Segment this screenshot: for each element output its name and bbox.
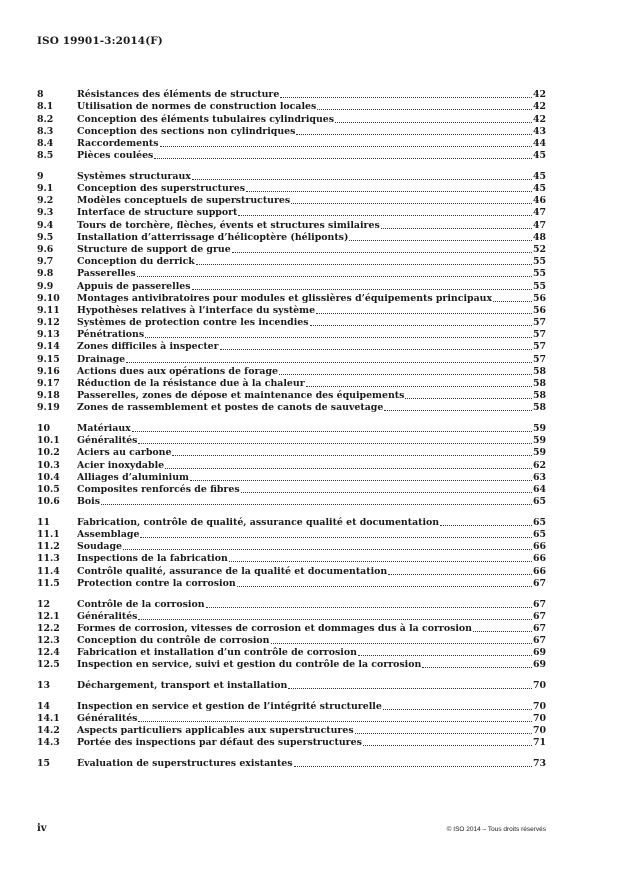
toc-entry[interactable] (37, 423, 546, 435)
toc-entry-page: 45 (532, 183, 546, 194)
toc-entry[interactable] (37, 171, 546, 183)
toc-entry-page: 55 (532, 280, 546, 292)
toc-entry-page: 47 (532, 207, 546, 219)
toc-entry-page: 58 (532, 402, 546, 414)
toc-entry-title: Réduction de la résistance due à la chaleur (77, 378, 305, 389)
toc-entry-number: 9.6 (37, 243, 54, 255)
toc-dot-leader (138, 721, 531, 722)
toc-entry[interactable] (37, 635, 546, 647)
toc-entry-title: Soudage (77, 541, 122, 553)
toc-dot-leader (126, 362, 532, 363)
toc-dot-leader (316, 313, 532, 314)
toc-entry[interactable] (37, 565, 546, 577)
toc-entry-title: Structure de support de grue (77, 243, 231, 255)
toc-entry-title: Conception du contrôle de corrosion (77, 635, 270, 647)
toc-entry[interactable] (37, 517, 546, 529)
toc-dot-leader (190, 480, 532, 481)
toc-entry[interactable] (37, 447, 546, 459)
toc-entry-title: Bois (77, 496, 101, 508)
toc-entry-title: Résistances des éléments de structure (77, 89, 280, 101)
toc-entry-page: 59 (532, 423, 546, 435)
toc-section-group (37, 701, 546, 750)
toc-entry-title: Matériaux (77, 423, 131, 435)
toc-entry-number: 15 (37, 758, 51, 770)
toc-entry-page: 58 (532, 378, 546, 389)
toc-dot-leader (138, 443, 531, 444)
toc-entry-title: Conception des sections non cylindriques (77, 125, 296, 137)
toc-entry-number: 9.5 (37, 231, 54, 243)
toc-entry-page: 73 (532, 758, 546, 770)
toc-entry-title: Inspections de la fabrication (77, 553, 228, 565)
toc-dot-leader (246, 191, 532, 192)
toc-dot-leader (165, 468, 532, 469)
toc-entry-page: 70 (532, 725, 546, 737)
toc-entry[interactable] (37, 737, 546, 749)
toc-dot-leader (138, 619, 531, 620)
toc-entry[interactable] (37, 150, 546, 162)
toc-entry-number: 9.8 (37, 268, 54, 280)
toc-entry-number: 11.3 (37, 553, 60, 565)
toc-dot-leader (280, 97, 532, 98)
toc-entry-number: 13 (37, 680, 51, 692)
toc-entry-title: Tours de torchère, flèches, évents et structures similaires (77, 219, 380, 231)
toc-entry-page: 57 (532, 329, 546, 341)
toc-entry-page: 47 (532, 219, 546, 231)
toc-entry[interactable] (37, 701, 546, 713)
toc-entry-number: 8.2 (37, 113, 54, 125)
toc-dot-leader (383, 709, 532, 710)
toc-section-group (37, 598, 546, 671)
toc-entry[interactable] (37, 293, 546, 305)
toc-entry[interactable] (37, 366, 546, 378)
toc-entry-number: 12 (37, 598, 51, 610)
toc-entry[interactable] (37, 280, 546, 292)
toc-entry-title: Pièces coulées (77, 150, 154, 162)
toc-entry-page: 62 (532, 459, 546, 471)
toc-dot-leader (473, 631, 532, 632)
toc-dot-leader (317, 109, 532, 110)
toc-section-group (37, 423, 546, 508)
toc-entry-number: 9.2 (37, 195, 54, 207)
toc-entry[interactable] (37, 232, 546, 244)
toc-dot-leader (296, 134, 532, 135)
toc-entry-page: 55 (532, 268, 546, 280)
toc-section-group (37, 89, 546, 162)
toc-entry[interactable] (37, 138, 546, 150)
toc-entry-title: Contrôle de la corrosion (77, 598, 205, 610)
toc-entry[interactable] (37, 484, 546, 496)
toc-entry-number: 8.1 (37, 101, 54, 113)
toc-entry[interactable] (37, 472, 546, 484)
toc-dot-leader (137, 276, 532, 277)
toc-entry[interactable] (37, 390, 546, 402)
toc-dot-leader (238, 215, 532, 216)
toc-section-group (37, 680, 546, 692)
toc-entry-title: Évaluation de superstructures existantes (77, 758, 293, 770)
toc-entry-number: 10.5 (37, 484, 60, 495)
toc-entry-number: 9.4 (37, 219, 54, 231)
toc-dot-leader (291, 203, 532, 204)
toc-entry-title: Modèles conceptuels de superstructures (77, 195, 291, 207)
toc-entry-title: Pénétrations (77, 329, 145, 341)
toc-entry-title: Formes de corrosion, vitesses de corrosion et dommages dus à la corrosion (77, 622, 472, 634)
toc-entry-number: 9.12 (37, 317, 60, 329)
toc-entry-page: 67 (532, 622, 546, 634)
toc-dot-leader (388, 574, 532, 575)
toc-entry-page: 45 (532, 150, 546, 162)
toc-dot-leader (145, 337, 532, 338)
toc-entry-page: 48 (532, 231, 546, 243)
toc-entry-number: 9.11 (37, 304, 60, 316)
toc-entry-page: 70 (532, 680, 546, 692)
toc-entry-page: 66 (532, 541, 546, 553)
toc-entry-number: 10 (37, 423, 51, 435)
toc-dot-leader (405, 398, 532, 399)
toc-entry[interactable] (37, 101, 546, 113)
toc-section-group (37, 758, 546, 770)
toc-entry-number: 12.3 (37, 635, 60, 647)
toc-entry[interactable] (37, 268, 546, 280)
toc-entry-number: 9.1 (37, 183, 54, 194)
toc-entry-number: 9.9 (37, 280, 54, 292)
toc-entry-page: 56 (532, 304, 546, 316)
toc-entry-page: 65 (532, 529, 546, 541)
toc-entry[interactable] (37, 659, 546, 671)
toc-entry-title: Conception du derrick (77, 256, 195, 268)
toc-dot-leader (422, 667, 532, 668)
toc-entry-number: 9.7 (37, 256, 54, 268)
toc-dot-leader (381, 228, 532, 229)
toc-entry-page: 70 (532, 713, 546, 724)
toc-entry-title: Inspection en service, suivi et gestion du contrôle de la corrosion (77, 659, 422, 671)
toc-entry-title: Interface de structure support (77, 207, 238, 219)
toc-entry[interactable] (37, 402, 546, 414)
toc-entry[interactable] (37, 680, 546, 692)
toc-entry[interactable] (37, 713, 546, 725)
toc-entry-page: 71 (532, 737, 546, 749)
toc-entry-title: Drainage (77, 353, 126, 365)
toc-dot-leader (132, 431, 532, 432)
toc-entry-page: 64 (532, 484, 546, 495)
toc-entry[interactable] (37, 89, 546, 101)
toc-entry-title: Actions dues aux opérations de forage (77, 365, 278, 377)
toc-entry-page: 56 (532, 292, 546, 304)
toc-entry-number: 8 (37, 89, 44, 101)
toc-entry-page: 63 (532, 471, 546, 483)
toc-entry[interactable] (37, 126, 546, 138)
toc-entry-number: 14.1 (37, 713, 60, 724)
toc-entry-number: 12.1 (37, 610, 60, 622)
toc-entry[interactable] (37, 435, 546, 447)
toc-section-group (37, 517, 546, 590)
toc-entry-title: Passerelles (77, 268, 136, 280)
toc-entry-title: Composites renforcés de fibres (77, 484, 240, 495)
toc-entry-page: 42 (532, 113, 546, 125)
toc-entry-page: 58 (532, 365, 546, 377)
toc-entry[interactable] (37, 553, 546, 565)
toc-dot-leader (335, 122, 532, 123)
toc-entry-title: Généralités (77, 713, 138, 724)
toc-entry-number: 8.4 (37, 137, 54, 149)
toc-dot-leader (358, 655, 532, 656)
toc-entry-page: 69 (532, 647, 546, 659)
toc-entry-number: 10.4 (37, 471, 60, 483)
toc-entry[interactable] (37, 256, 546, 268)
toc-dot-leader (271, 643, 532, 644)
toc-dot-leader (160, 146, 532, 147)
toc-entry-number: 11.1 (37, 529, 60, 541)
toc-entry-title: Systèmes de protection contre les incendies (77, 317, 309, 329)
toc-entry-number: 14 (37, 700, 51, 712)
toc-dot-leader (493, 301, 532, 302)
toc-dot-leader (355, 733, 532, 734)
toc-entry-title: Utilisation de normes de construction locales (77, 101, 317, 113)
toc-dot-leader (294, 766, 532, 767)
toc-entry-number: 11.4 (37, 565, 60, 577)
toc-entry[interactable] (37, 317, 546, 329)
toc-entry-number: 12.2 (37, 622, 60, 634)
table-of-contents (37, 89, 546, 779)
toc-dot-leader (192, 289, 532, 290)
toc-dot-leader (279, 374, 532, 375)
toc-dot-leader (192, 179, 532, 180)
toc-entry[interactable] (37, 758, 546, 770)
toc-entry-number: 8.3 (37, 125, 54, 137)
toc-entry-title: Généralités (77, 610, 138, 622)
toc-dot-leader (220, 349, 532, 350)
toc-entry-page: 45 (532, 170, 546, 182)
toc-entry-title: Systèmes structuraux (77, 170, 191, 182)
toc-entry-title: Généralités (77, 435, 138, 447)
toc-entry[interactable] (37, 611, 546, 623)
toc-dot-leader (172, 455, 531, 456)
toc-entry-title: Passerelles, zones de dépose et maintenance des équipements (77, 390, 405, 402)
toc-entry-number: 10.2 (37, 447, 60, 459)
toc-entry-page: 55 (532, 256, 546, 268)
toc-entry[interactable] (37, 541, 546, 553)
toc-entry-title: Zones difficiles à inspecter (77, 341, 219, 353)
toc-entry-number: 11 (37, 516, 51, 528)
toc-dot-leader (288, 688, 532, 689)
toc-entry-number: 10.6 (37, 496, 60, 508)
toc-entry-title: Conception des éléments tubulaires cylindriques (77, 113, 335, 125)
toc-entry-page: 44 (532, 137, 546, 149)
toc-entry-title: Contrôle qualité, assurance de la qualité et documentation (77, 565, 388, 577)
toc-entry-title: Appuis de passerelles (77, 280, 191, 292)
toc-entry-title: Inspection en service et gestion de l’intégrité structurelle (77, 700, 382, 712)
toc-entry-number: 9 (37, 170, 44, 182)
toc-entry-page: 59 (532, 447, 546, 459)
toc-entry-number: 14.3 (37, 737, 60, 749)
toc-entry-title: Montages antivibratoires pour modules et glissières d’équipements principaux (77, 292, 493, 304)
toc-entry-title: Aspects particuliers applicables aux superstructures (77, 725, 354, 737)
toc-entry[interactable] (37, 207, 546, 219)
copyright-notice: © ISO 2014 – Tous droits réservés (446, 826, 546, 833)
toc-entry-number: 12.4 (37, 647, 60, 659)
toc-entry[interactable] (37, 341, 546, 353)
toc-dot-leader (241, 492, 532, 493)
toc-entry[interactable] (37, 647, 546, 659)
toc-entry-page: 42 (532, 89, 546, 101)
toc-entry-page: 65 (532, 496, 546, 508)
toc-entry[interactable] (37, 329, 546, 341)
toc-entry-number: 9.3 (37, 207, 54, 219)
toc-entry[interactable] (37, 183, 546, 195)
toc-dot-leader (154, 158, 532, 159)
toc-dot-leader (196, 264, 532, 265)
toc-dot-leader (237, 586, 532, 587)
toc-dot-leader (363, 745, 532, 746)
toc-entry-page: 42 (532, 101, 546, 113)
toc-entry-number: 9.10 (37, 292, 60, 304)
toc-entry-title: Portée des inspections par défaut des superstructures (77, 737, 362, 749)
toc-entry-page: 67 (532, 598, 546, 610)
page-number: iv (37, 823, 47, 834)
toc-entry-page: 57 (532, 317, 546, 329)
toc-entry-page: 67 (532, 577, 546, 589)
document-header: ISO 19901-3:2014(F) (37, 35, 163, 47)
toc-entry-page: 46 (532, 195, 546, 207)
toc-entry[interactable] (37, 113, 546, 125)
toc-entry-title: Acier inoxydable (77, 459, 165, 471)
toc-entry-number: 11.2 (37, 541, 60, 553)
toc-dot-leader (206, 607, 532, 608)
toc-entry-number: 9.16 (37, 365, 60, 377)
toc-entry-page: 69 (532, 659, 546, 671)
toc-entry-page: 66 (532, 565, 546, 577)
toc-entry-title: Protection contre la corrosion (77, 577, 236, 589)
toc-entry[interactable] (37, 529, 546, 541)
toc-entry-title: Assemblage (77, 529, 140, 541)
toc-entry-page: 67 (532, 610, 546, 622)
toc-entry[interactable] (37, 305, 546, 317)
toc-entry[interactable] (37, 353, 546, 365)
toc-entry-number: 9.18 (37, 390, 60, 402)
toc-entry-number: 9.14 (37, 341, 60, 353)
toc-entry-title: Alliages d’aluminium (77, 471, 189, 483)
toc-entry-page: 65 (532, 516, 546, 528)
toc-dot-leader (440, 525, 532, 526)
toc-entry-number: 10.3 (37, 459, 60, 471)
toc-dot-leader (101, 504, 532, 505)
toc-entry-page: 57 (532, 341, 546, 353)
toc-entry[interactable] (37, 195, 546, 207)
toc-entry[interactable] (37, 219, 546, 231)
toc-entry-title: Fabrication et installation d’un contrôle de corrosion (77, 647, 357, 659)
toc-entry-title: Aciers au carbone (77, 447, 172, 459)
toc-dot-leader (123, 549, 532, 550)
toc-entry-title: Raccordements (77, 137, 159, 149)
toc-dot-leader (140, 537, 532, 538)
toc-entry-number: 9.15 (37, 353, 60, 365)
toc-dot-leader (310, 325, 532, 326)
toc-entry-title: Hypothèses relatives à l’interface du système (77, 304, 316, 316)
toc-entry-page: 59 (532, 435, 546, 447)
toc-dot-leader (306, 386, 532, 387)
toc-section-group (37, 171, 546, 415)
toc-entry[interactable] (37, 623, 546, 635)
toc-entry-page: 43 (532, 125, 546, 137)
toc-entry-title: Fabrication, contrôle de qualité, assurance qualité et documentation (77, 516, 440, 528)
toc-dot-leader (349, 240, 532, 241)
toc-dot-leader (384, 410, 532, 411)
toc-entry-number: 11.5 (37, 577, 60, 589)
toc-entry-page: 58 (532, 390, 546, 402)
toc-entry-title: Installation d’atterrissage d’hélicoptère (héliponts) (77, 231, 349, 243)
toc-entry[interactable] (37, 459, 546, 471)
toc-entry-number: 9.13 (37, 329, 60, 341)
toc-entry-page: 57 (532, 353, 546, 365)
toc-entry[interactable] (37, 578, 546, 590)
toc-entry-number: 8.5 (37, 150, 54, 162)
toc-entry[interactable] (37, 725, 546, 737)
toc-entry-page: 52 (532, 243, 546, 255)
toc-entry-number: 9.19 (37, 402, 60, 414)
toc-entry-title: Zones de rassemblement et postes de canots de sauvetage (77, 402, 384, 414)
toc-entry[interactable] (37, 244, 546, 256)
toc-entry-number: 9.17 (37, 378, 60, 389)
page-footer (37, 823, 546, 834)
toc-entry-number: 10.1 (37, 435, 60, 447)
toc-entry-title: Conception des superstructures (77, 183, 245, 194)
toc-entry-page: 67 (532, 635, 546, 647)
toc-entry-number: 12.5 (37, 659, 60, 671)
toc-entry-page: 70 (532, 700, 546, 712)
toc-entry[interactable] (37, 378, 546, 390)
toc-dot-leader (229, 561, 532, 562)
toc-entry[interactable] (37, 496, 546, 508)
toc-entry-page: 66 (532, 553, 546, 565)
toc-dot-leader (232, 252, 532, 253)
toc-entry-title: Déchargement, transport et installation (77, 680, 288, 692)
toc-entry[interactable] (37, 598, 546, 610)
toc-entry-number: 14.2 (37, 725, 60, 737)
